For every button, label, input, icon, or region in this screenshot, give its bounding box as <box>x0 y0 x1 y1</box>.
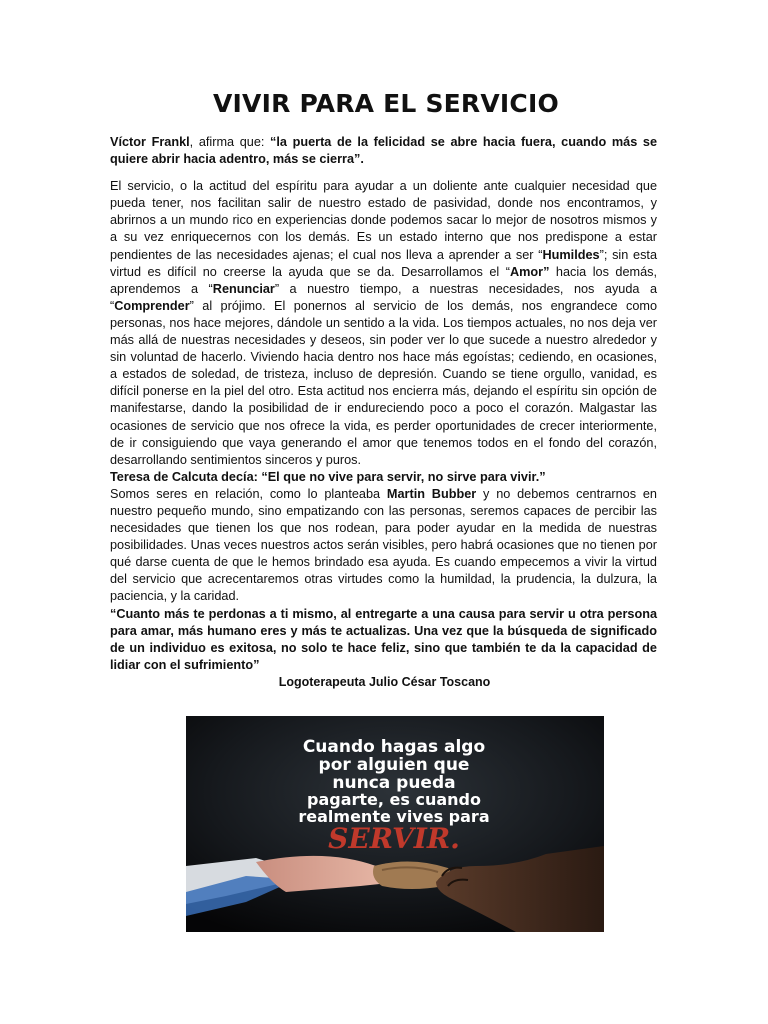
body1-text-5: ” al prójimo. El ponernos al servicio de los demás, nos engrandece como personas, nos hace mejores, dándole un sentido a la vida. Los tiempos actuales, no nos deja ver más allá de nuestras necesidades y deseos, sin poder ver lo que sucede a nuestro alrededor y sin voluntad de hacerlo. Viviendo hacia dentro nos hace más egoístas; cediendo, en ocasiones, a estados de soledad, de tristeza, incluso de depresión. Cuando se tiene orgullo, vanidad, es difícil ponerse en la piel del otro. Esta actitud nos encierra más, dejando el espíritu sin opción de manifestarse, dando la posibilidad de ir endureciendo poco a poco el corazón. Malgastar las ocasiones de servicio que nos ofrece la vida, es perder oportunidades de crecer interiormente, de ir consiguiendo que vaya generando el amor que tenemos todos en el fondo del corazón, desarrollando sentimientos sinceros y puros. <box>110 298 657 467</box>
intro-quote: “la puerta de la felicidad se abre hacia fuera, cuando más se quiere abrir hacia adentro, más se cierra”. <box>110 135 658 167</box>
body1-bold-amor: Amor” <box>509 264 550 279</box>
body-paragraph-2 <box>110 486 657 606</box>
closing-quote <box>110 606 657 674</box>
body1-text-3: hacia los demás, aprendemos a “ <box>110 264 657 296</box>
body1-text-4: ” a nuestro tiempo, a nuestras necesidades, nos ayuda a “ <box>110 281 657 313</box>
document-page <box>110 88 657 691</box>
body1-bold-humildes: Humildes <box>542 247 600 262</box>
teresa-quote <box>110 469 657 486</box>
closing-quote-text: “Cuanto más te perdonas a ti mismo, al entregarte a una causa para servir u otra persona para amar, más humano eres y más te actualizas. Una vez que la búsqueda de significado de un individuo es exitosa, no solo te hace feliz, sino que también te da la capacidad de lidiar con el sufrimiento” <box>110 606 657 672</box>
body-paragraph-1 <box>110 178 657 469</box>
body1-text-2: ”; sin esta virtud es difícil no creerse la ayuda que se da. Desarrollamos el “ <box>110 247 657 279</box>
caption-line-2: por alguien que <box>318 755 470 775</box>
body1-bold-comprender: Comprender <box>114 298 190 313</box>
signature: Logoterapeuta Julio César Toscano <box>278 674 491 689</box>
intro-paragraph <box>110 134 657 168</box>
caption-line-4: pagarte, es cuando <box>307 790 481 809</box>
body2-bold-bubber: Martin Bubber <box>386 486 477 501</box>
document-title: VIVIR PARA EL SERVICIO <box>213 89 559 118</box>
servir-illustration <box>186 716 604 932</box>
intro-verb: , afirma que: <box>189 135 271 149</box>
caption-line-3: nunca pueda <box>332 773 456 793</box>
body1-text-1: El servicio, o la actitud del espíritu para ayudar a un doliente ante cualquier necesidad que pueda tener, nos facilitan salir de nuestro estado de pasividad, donde nos encontramos, y abrirnos a un mundo rico en experiencias donde podemos sacar lo mejor de nosotros mismos y a su vez enriquecernos con los demás. Es un estado interno que nos predispone a estar pendientes de las necesidades ajenas; el cual nos lleva a aprender a ser “ <box>110 179 657 262</box>
body1-bold-renunciar: Renunciar <box>212 281 275 296</box>
intro-author: Víctor Frankl <box>110 135 190 149</box>
body2-text-1: Somos seres en relación, como lo planteaba <box>110 486 387 501</box>
body2-text-2: y no debemos centrarnos en nuestro pequeño mundo, sino empatizando con las personas, seremos capaces de percibir las necesidades que tienen los que nos rodean, para poder ayudar en la medida de nuestras posibilidades. Unas veces nuestros actos serán visibles, pero habrá ocasiones que no tienen por qué darse cuenta de que le hemos brindado esa ayuda. Es cuando empecemos a vivir la virtud del servicio que acrecentaremos otras virtudes como la humildad, la prudencia, la dulzura, la paciencia, y la caridad. <box>110 486 657 604</box>
teresa-quote-text: Teresa de Calcuta decía: “El que no vive para servir, no sirve para vivir.” <box>110 469 546 484</box>
caption-line-5: realmente vives para <box>298 807 490 826</box>
servir-image <box>186 716 604 932</box>
caption-line-1: Cuando hagas algo <box>302 737 486 757</box>
caption-servir: SERVIR. <box>328 822 460 855</box>
